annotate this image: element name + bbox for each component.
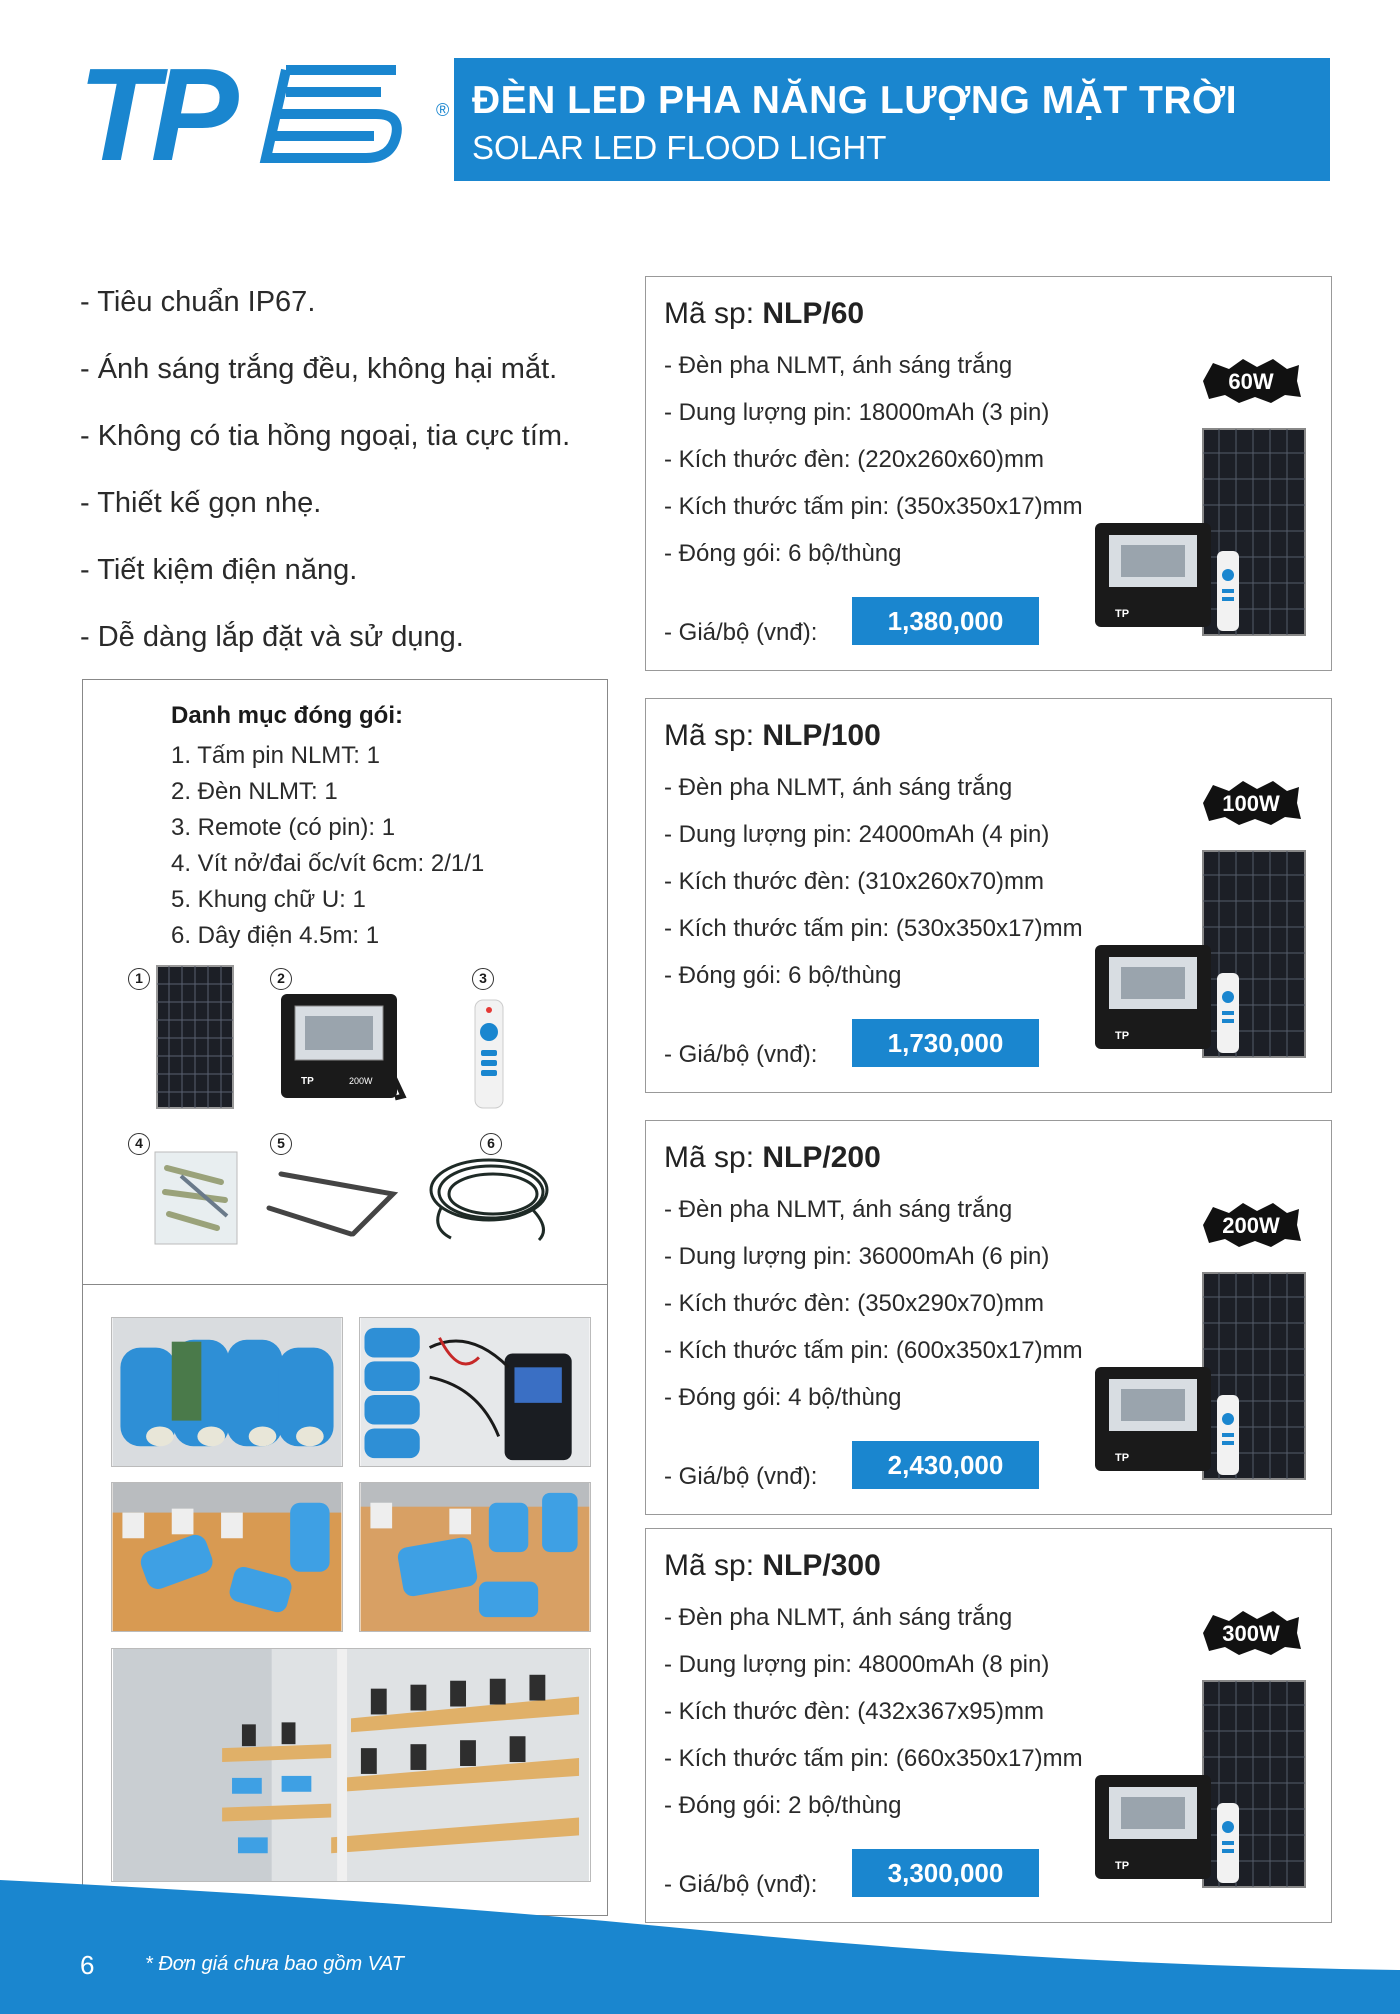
packing-box: [82, 679, 608, 1916]
component-number: 2: [270, 968, 292, 990]
svg-text:TP: TP: [1115, 608, 1130, 620]
price-value: 3,300,000: [852, 1849, 1039, 1897]
lamp-label: 200W: [349, 1076, 373, 1086]
logo-text: TP: [78, 41, 231, 188]
spec-item: - Đèn pha NLMT, ánh sáng trắng: [664, 352, 1013, 379]
price-label: - Giá/bộ (vnđ):: [664, 619, 818, 646]
svg-text:TP: TP: [301, 1076, 314, 1087]
spec-item: - Kích thước đèn: (220x260x60)mm: [664, 446, 1044, 473]
spec-item: - Kích thước tấm pin: (660x350x17)mm: [664, 1745, 1083, 1772]
feature-item: - Dễ dàng lắp đặt và sử dụng.: [80, 621, 464, 653]
wattage-badge: [1199, 1201, 1303, 1249]
feature-item: - Tiêu chuẩn IP67.: [80, 286, 316, 318]
logo-s-mark: [256, 62, 406, 182]
assembly-photo-1: [111, 1482, 343, 1632]
spec-item: - Đóng gói: 2 bộ/thùng: [664, 1792, 902, 1819]
registered-mark: ®: [436, 100, 450, 120]
vat-footnote: * Đơn giá chưa bao gồm VAT: [145, 1953, 404, 1975]
packing-item: 1. Tấm pin NLMT: 1: [171, 742, 380, 769]
product-code: Mã sp: NLP/60: [664, 297, 865, 330]
footer-band: [0, 1860, 1400, 2014]
wattage-badge: [1199, 357, 1303, 405]
spec-item: - Đóng gói: 6 bộ/thùng: [664, 962, 902, 989]
wattage-badge: [1199, 1609, 1303, 1657]
component-number: 5: [270, 1133, 292, 1155]
header-title-box: [454, 58, 1330, 181]
spec-item: - Kích thước đèn: (350x290x70)mm: [664, 1290, 1044, 1317]
page-number: 6: [80, 1950, 95, 1980]
component-number: 4: [128, 1133, 150, 1155]
brand-logo: [78, 41, 450, 188]
packing-divider: [83, 1284, 607, 1285]
component-number: 3: [472, 968, 494, 990]
feature-item: - Thiết kế gọn nhẹ.: [80, 487, 322, 519]
spec-item: - Kích thước đèn: (432x367x95)mm: [664, 1698, 1044, 1725]
component-number: 6: [480, 1133, 502, 1155]
price-value: 2,430,000: [852, 1441, 1039, 1489]
product-card-nlp100: [645, 698, 1332, 1093]
spec-item: - Đèn pha NLMT, ánh sáng trắng: [664, 1604, 1013, 1631]
product-card-nlp200: [645, 1120, 1332, 1515]
spec-item: - Đèn pha NLMT, ánh sáng trắng: [664, 1196, 1013, 1223]
spec-item: - Kích thước tấm pin: (530x350x17)mm: [664, 915, 1083, 942]
wattage-text: 300W: [1222, 1621, 1280, 1646]
wattage-badge: [1199, 779, 1303, 827]
product-card-nlp60: [645, 276, 1332, 671]
packing-item: 5. Khung chữ U: 1: [171, 886, 366, 913]
flood-light-image: [277, 992, 407, 1110]
price-label: - Giá/bộ (vnđ):: [664, 1463, 818, 1490]
packing-item: 3. Remote (có pin): 1: [171, 814, 396, 841]
product-image: [1093, 849, 1309, 1059]
component-number: 1: [128, 968, 150, 990]
feature-list: [80, 282, 640, 684]
screws-bag-image: [151, 1148, 241, 1248]
spec-item: - Kích thước tấm pin: (600x350x17)mm: [664, 1337, 1083, 1364]
feature-item: - Ánh sáng trắng đều, không hại mắt.: [80, 353, 558, 385]
u-bracket-image: [261, 1164, 401, 1240]
spec-item: - Dung lượng pin: 24000mAh (4 pin): [664, 821, 1050, 848]
product-code: Mã sp: NLP/200: [664, 1141, 881, 1174]
wattage-text: 60W: [1228, 369, 1274, 394]
price-label: - Giá/bộ (vnđ):: [664, 1871, 818, 1898]
page-title: ĐÈN LED PHA NĂNG LƯỢNG MẶT TRỜI: [472, 79, 1238, 122]
spec-item: - Dung lượng pin: 18000mAh (3 pin): [664, 399, 1050, 426]
product-spec-list: [664, 351, 1083, 586]
page-subtitle: SOLAR LED FLOOD LIGHT: [472, 129, 887, 166]
feature-item: - Tiết kiệm điện năng.: [80, 554, 358, 586]
product-code: Mã sp: NLP/100: [664, 719, 881, 752]
feature-item: - Không có tia hồng ngoại, tia cực tím.: [80, 420, 571, 452]
cable-image: [421, 1148, 561, 1244]
product-image: [1093, 1271, 1309, 1481]
spec-item: - Đóng gói: 6 bộ/thùng: [664, 540, 902, 567]
product-spec-list: [664, 1195, 1083, 1430]
product-image: [1093, 427, 1309, 637]
spec-item: - Kích thước tấm pin: (350x350x17)mm: [664, 493, 1083, 520]
remote-control-image: [471, 998, 507, 1110]
product-spec-list: [664, 773, 1083, 1008]
assembly-photo-2: [359, 1482, 591, 1632]
packing-list: [171, 738, 484, 954]
product-spec-list: [664, 1603, 1083, 1838]
solar-panel-image: [155, 964, 235, 1110]
wattage-text: 200W: [1222, 1213, 1280, 1238]
warehouse-shelves-photo: [111, 1648, 591, 1882]
price-value: 1,380,000: [852, 597, 1039, 645]
spec-item: - Dung lượng pin: 36000mAh (6 pin): [664, 1243, 1050, 1270]
packing-item: 2. Đèn NLMT: 1: [171, 778, 338, 805]
battery-tester-photo: [359, 1317, 591, 1467]
packing-item: 4. Vít nở/đai ốc/vít 6cm: 2/1/1: [171, 850, 485, 877]
spec-item: - Kích thước đèn: (310x260x70)mm: [664, 868, 1044, 895]
product-code: Mã sp: NLP/300: [664, 1549, 881, 1582]
price-value: 1,730,000: [852, 1019, 1039, 1067]
battery-pack-photo: [111, 1317, 343, 1467]
svg-text:TP: TP: [1115, 1860, 1130, 1872]
svg-text:TP: TP: [1115, 1452, 1130, 1464]
spec-item: - Đèn pha NLMT, ánh sáng trắng: [664, 774, 1013, 801]
product-image: [1093, 1679, 1309, 1889]
packing-item: 6. Dây điện 4.5m: 1: [171, 922, 380, 949]
price-label: - Giá/bộ (vnđ):: [664, 1041, 818, 1068]
wattage-text: 100W: [1222, 791, 1280, 816]
spec-item: - Dung lượng pin: 48000mAh (8 pin): [664, 1651, 1050, 1678]
spec-item: - Đóng gói: 4 bộ/thùng: [664, 1384, 902, 1411]
packing-title: Danh mục đóng gói:: [171, 702, 403, 729]
svg-text:TP: TP: [1115, 1030, 1130, 1042]
